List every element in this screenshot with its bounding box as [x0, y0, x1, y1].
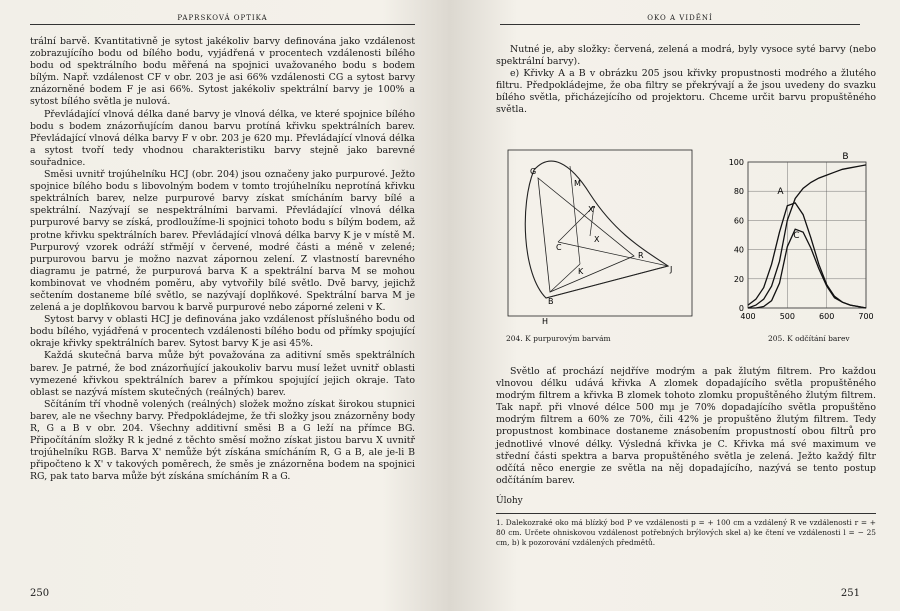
spectral-locus-curve: [525, 161, 668, 298]
series-label-c: C: [793, 230, 800, 241]
right-page: [450, 0, 900, 611]
y-tick-label: 0: [738, 304, 744, 313]
series-line-b: [748, 165, 866, 308]
exercise-item: 1. Dalekozraké oko má blízký bod P ve vzdálenosti p = + 100 cm a vzdálený R ve vzdálenosti r = + 80 cm. Určete ohniskovou vzdálenost potřebných brýlových skel a) ke čtení ve vzdálenosti l = − 25 cm, b) k pozorování vzdálených předmětů.: [496, 513, 876, 548]
label-g: G: [530, 167, 537, 176]
paragraph: trální barvě. Kvantitativně je sytost jakékoliv barvy definována jako vzdálenost zobrazujícího bodu od bílého bodu, vyjádřená v procentech vzdálenosti bílého bodu od spektrálního bodu měřená na spojnici uvažovaného bodu s bodem bílým. Např. vzdálenost CF v obr. 203 je asi 66% vzdálenosti CG a sytost barvy znázorněné bodem F je asi 66%. Sytost jakékoliv spektrální barvy je 100% a sytost bílého světla je nulová.: [30, 36, 415, 108]
figure-204-chromaticity-diagram: [498, 146, 698, 328]
right-text-bottom: [496, 366, 876, 548]
paragraph: Světlo ať prochází nejdříve modrým a pak žlutým filtrem. Pro každou vlnovou délku udává křivka A zlomek dopadajícího světla propuštěného modrým filtrem a křivka B zlomek tohoto zlomku propuštěného žlutým filtrem. Tak např. při vlnové délce 500 mμ je 70% dopadajícího světla propuštěno modrým filtrem a 60% ze 70%, čili 42% je propuštěno žlutým filtrem. Tedy propustnost kombinace dostaneme znásobením propustností obou filtrů pro jednotlivé vlnové délky. Výsledná křivka je C. Křivka má své maximum ve střední části spektra a barva propuštěného světla je zelená. Ježto každý filtr odčítá něco energie ze světla na něj dopadajícího, nazývá se tento postup odčítáním barev.: [496, 366, 876, 486]
y-tick-label: 40: [733, 245, 744, 255]
right-text-top: [496, 44, 876, 117]
label-x: X: [594, 235, 600, 244]
x-tick-label: 600: [819, 312, 835, 321]
page-number-left: 250: [30, 588, 50, 599]
running-head-left: PAPRSKOVÁ OPTIKA: [30, 14, 415, 25]
y-tick-label: 60: [733, 216, 744, 226]
y-tick-label: 100: [728, 158, 744, 167]
paragraph: Sčítáním tří vhodně volených (reálných) složek možno získat širokou stupnici barev, ale ne všechny barvy. Předpokládejme, že tři složky jsou znázorněny body R, G a B v obr. 204. Všechny additivní směsi B a G leží na přímce BG. Připočítáním složky R k jedné z těchto směsí možno získat jistou barvu X uvnitř trojúhelníku RGB. Barva X' nemůže být získána smícháním R, G a B, ale je-li B připočteno k X' v takových poměrech, že směs je znázorněna bodem na spojnici RG, pak tato barva může být získána smícháním R a G.: [30, 398, 415, 483]
label-m: M: [574, 179, 581, 188]
series-line-a: [748, 203, 866, 308]
paragraph: Převládající vlnová délka dané barvy je vlnová délka, ve které spojnice bílého bodu s bodem znázorňujícím danou barvu protíná křivku spektrálních barev. Převládající vlnová délka barvy F v obr. 203 je 620 mμ. Převládající vlnová délka a sytost tvoří tedy vhodnou charakteristiku barvy stejně jako barevné souřadnice.: [30, 108, 415, 168]
label-j: J: [670, 265, 673, 274]
purple-line: [546, 266, 668, 298]
paragraph: Sytost barvy v oblasti HCJ je definována jako vzdálenost příslušného bodu od bodu bílého, vyjádřená v procentech vzdálenosti bílého bodu od přímky spojující okraje křivky spektrálních barev. Sytost barvy K je asi 45%.: [30, 314, 415, 350]
page-number-right: 251: [840, 588, 860, 599]
label-b: B: [548, 297, 554, 306]
y-tick-label: 20: [733, 274, 744, 284]
figure-204-caption: 204. K purpurovým barvám: [506, 334, 611, 343]
series-label-b: B: [842, 152, 849, 162]
series-label-a: A: [777, 187, 784, 198]
plot-frame: [748, 162, 866, 308]
figure-205-transmission-chart: [718, 152, 878, 324]
left-text-column: [30, 36, 415, 483]
label-x-prime: X': [588, 205, 596, 214]
running-head-right: OKO A VIDĚNÍ: [500, 14, 860, 25]
section-heading: Úlohy: [496, 495, 523, 506]
line-c-j: [558, 242, 668, 266]
y-tick-label: 80: [733, 187, 744, 197]
x-tick-label: 400: [740, 312, 756, 321]
rgb-triangle: [538, 178, 634, 292]
paragraph: Směsi uvnitř trojúhelníku HCJ (obr. 204) jsou označeny jako purpurové. Ježto spojnice bílého bodu s libovolným bodem v tomto trojúhelníku neprotíná křivku spektrálních barev, nelze purpurové barvy získat smícháním barvy bílé a spektrální. Nazývají se nespektrálními barvami. Převládající vlnová délka purpurové barvy se získá, prodloužíme-li spojnici tohoto bodu s bílým bodem, až protne křivku spektrálních barev. Převládající vlnová délka barvy K je v místě M. Purpurový vzorek odráží střmějí v červené, modré části a méně v zelené; purpurovou barvu je možno nazvat zápornou zelení. Z vlastností barevného diagramu je patrné, že purpurová barva K a spektrální barva M se mohou kombinovat ve vhodném poměru, aby vytvořily bílé světlo. Dvě barvy, jejichž sečtením dostaneme bílé světlo, se nazývají doplňkové. Spektrální barva M je zelená a je doplňkovou barvou k barvě purpurové nebo záporné zeleni v K.: [30, 169, 415, 314]
label-k: K: [578, 267, 584, 276]
label-c: C: [556, 243, 562, 252]
line-b-k: [550, 264, 580, 292]
paragraph: e) Křivky A a B v obrázku 205 jsou křivky propustnosti modrého a žlutého filtru. Předpokládejme, že oba filtry se překrývají a že jsou uvedeny do svazku bílého světla, přicházejícího od projektoru. Chceme určit barvu propuštěného světla.: [496, 68, 876, 116]
x-tick-label: 700: [858, 312, 874, 321]
figure-205-caption: 205. K odčítání barev: [768, 334, 850, 343]
label-h: H: [542, 317, 549, 326]
x-tick-label: 500: [779, 312, 795, 321]
paragraph: Nutné je, aby složky: červená, zelená a modrá, byly vysoce syté barvy (nebo spektrální barvy).: [496, 44, 876, 68]
paragraph: Každá skutečná barva může být považována za aditivní směs spektrálních barev. Je patrné, že bod znázorňující jakoukoliv barvu musí ležet uvnitř oblasti vymezené křivkou spektrálních barev a přímkou spojující jejich okraje. Tato oblast se nazývá místem skutečných (reálných) barev.: [30, 350, 415, 398]
label-r: R: [638, 251, 644, 260]
